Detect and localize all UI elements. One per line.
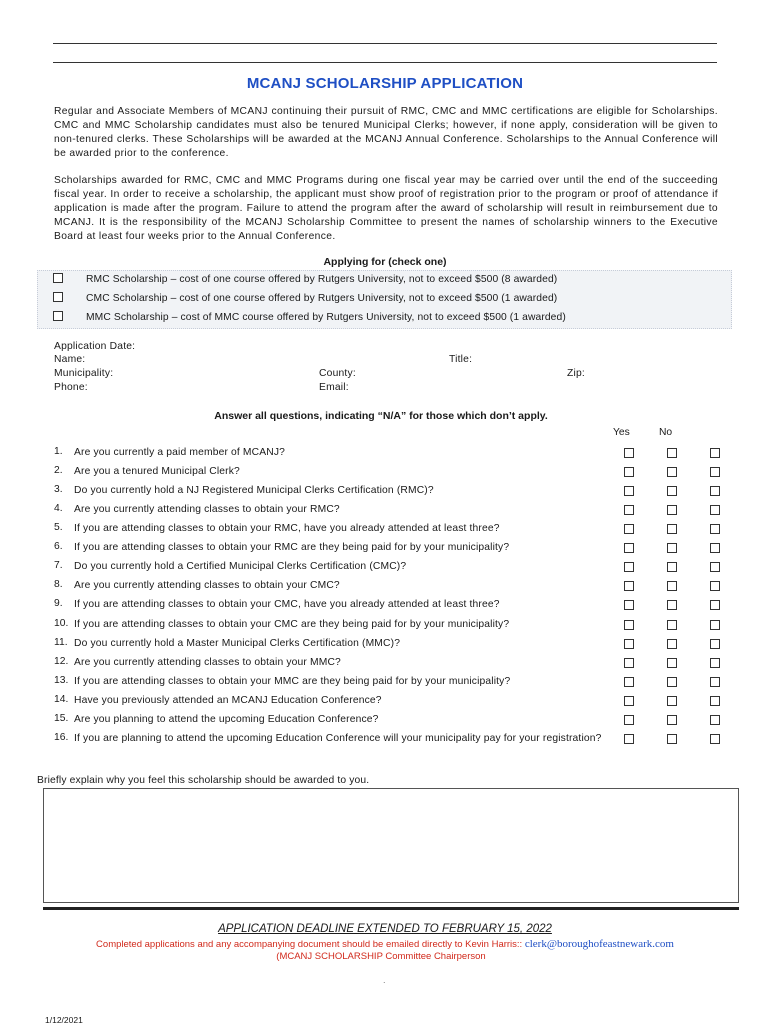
scholarship-options [37,270,732,329]
question-text: Are you currently attending classes to obtain your RMC? [74,504,340,515]
yes-checkbox[interactable] [624,639,634,649]
question-text: Do you currently hold a NJ Registered Municipal Clerks Certification (RMC)? [74,485,434,496]
na-checkbox[interactable] [710,562,720,572]
na-checkbox[interactable] [710,486,720,496]
na-checkbox[interactable] [710,677,720,687]
question-text: If you are attending classes to obtain your RMC are they being paid for by your municipality? [74,542,510,553]
yes-checkbox[interactable] [624,620,634,630]
submit-text: Completed applications and any accompanying document should be emailed directly to Kevin Harris:: [96,939,523,950]
deadline-notice: APPLICATION DEADLINE EXTENDED TO FEBRUARY 15, 2022 [218,923,552,935]
question-number: 8. [54,579,63,590]
yes-checkbox[interactable] [624,448,634,458]
top-rule-1 [53,43,717,44]
na-checkbox[interactable] [710,600,720,610]
yes-checkbox[interactable] [624,524,634,534]
email-label[interactable]: Email: [319,382,349,393]
question-number: 7. [54,560,63,571]
title-label[interactable]: Title: [449,354,473,365]
na-checkbox[interactable] [710,581,720,591]
na-checkbox[interactable] [710,696,720,706]
na-checkbox[interactable] [710,734,720,744]
na-checkbox[interactable] [710,524,720,534]
no-checkbox[interactable] [667,467,677,477]
no-checkbox[interactable] [667,543,677,553]
cmc-checkbox[interactable] [53,292,63,302]
no-column-header: No [659,427,673,438]
yes-checkbox[interactable] [624,543,634,553]
question-text: Are you currently a paid member of MCANJ? [74,447,286,458]
no-checkbox[interactable] [667,715,677,725]
mmc-checkbox[interactable] [53,311,63,321]
yes-checkbox[interactable] [624,600,634,610]
yes-column-header: Yes [613,427,630,438]
question-text: Are you a tenured Municipal Clerk? [74,466,240,477]
question-number: 16. [54,732,69,743]
option-cmc-label: CMC Scholarship – cost of one course offered by Rutgers University, not to exceed $500 (1 awarded) [86,293,558,304]
yes-checkbox[interactable] [624,505,634,515]
na-checkbox[interactable] [710,467,720,477]
question-text: If you are planning to attend the upcoming Education Conference will your municipality pay for your registration? [74,733,602,744]
zip-label[interactable]: Zip: [567,368,585,379]
name-label[interactable]: Name: [54,354,86,365]
carryover-text: Scholarships awarded for RMC, CMC and MMC Programs during one fiscal year may be carried over until the end of the succeeding fiscal year. In order to receive a scholarship, the applicant must show proof of registration prior to the program or proof of attendance if application is made after the program. Failure to attend the program after the award of scholarship will result in reimbursement due to MCANJ. It is the responsibility of the MCANJ Scholarship Committee to present the names of scholarship winners to the Executive Board at least four weeks prior to the Annual Conference. [54,175,718,242]
option-mmc [38,309,731,328]
question-number: 4. [54,503,63,514]
question-text: Do you currently hold a Master Municipal Clerks Certification (MMC)? [74,638,401,649]
yes-checkbox[interactable] [624,715,634,725]
question-number: 10. [54,618,69,629]
revision-date: 1/12/2021 [45,1015,83,1025]
submit-instructions [0,938,770,950]
contact-email-link[interactable]: clerk@boroughofeastnewark.com [524,938,674,950]
municipality-label[interactable]: Municipality: [54,368,114,379]
no-checkbox[interactable] [667,448,677,458]
applying-heading: Applying for (check one) [323,256,447,268]
no-checkbox[interactable] [667,658,677,668]
carryover-paragraph [54,174,718,244]
explain-textarea[interactable] [43,788,739,903]
top-rule-2 [53,62,717,63]
question-text: If you are attending classes to obtain your RMC, have you already attended at least three? [74,523,500,534]
question-text: If you are attending classes to obtain your CMC, have you already attended at least three? [74,599,500,610]
question-number: 1. [54,446,63,457]
question-number: 12. [54,656,69,667]
question-number: 5. [54,522,63,533]
eligibility-paragraph [54,105,718,161]
no-checkbox[interactable] [667,639,677,649]
question-text: If you are attending classes to obtain your CMC are they being paid for by your municipality? [74,619,510,630]
phone-label[interactable]: Phone: [54,382,88,393]
na-checkbox[interactable] [710,639,720,649]
no-checkbox[interactable] [667,734,677,744]
na-checkbox[interactable] [710,658,720,668]
no-checkbox[interactable] [667,600,677,610]
no-checkbox[interactable] [667,620,677,630]
na-checkbox[interactable] [710,715,720,725]
page-title: MCANJ SCHOLARSHIP APPLICATION [246,75,524,92]
no-checkbox[interactable] [667,505,677,515]
no-checkbox[interactable] [667,677,677,687]
question-text: If you are attending classes to obtain your MMC are they being paid for by your municipality? [74,676,511,687]
rmc-checkbox[interactable] [53,273,63,283]
yes-checkbox[interactable] [624,581,634,591]
eligibility-text: Regular and Associate Members of MCANJ continuing their pursuit of RMC, CMC and MMC certifications are eligible for Scholarships. CMC and MMC Scholarship candidates must also be tenured Municipal Clerks; however, if none apply, consideration will be given to non-tenured clerks. These Scholarships will be awarded at the MCANJ Annual Conference. Scholarships to the Annual Conference will be awarded prior to the conference. [54,106,718,159]
footer-dot: . [383,975,386,985]
footer-divider [43,907,739,910]
question-number: 13. [54,675,69,686]
yes-checkbox[interactable] [624,658,634,668]
option-mmc-label: MMC Scholarship – cost of MMC course offered by Rutgers University, not to exceed $500 (1 awarded) [86,312,566,323]
na-checkbox[interactable] [710,620,720,630]
no-checkbox[interactable] [667,486,677,496]
question-text: Are you currently attending classes to obtain your CMC? [74,580,340,591]
no-checkbox[interactable] [667,524,677,534]
yes-checkbox[interactable] [624,486,634,496]
yes-checkbox[interactable] [624,734,634,744]
yes-checkbox[interactable] [624,677,634,687]
question-number: 14. [54,694,69,705]
option-rmc-label: RMC Scholarship – cost of one course offered by Rutgers University, not to exceed $500 (8 awarded) [86,274,558,285]
question-text: Do you currently hold a Certified Municipal Clerks Certification (CMC)? [74,561,407,572]
application-date-label[interactable]: Application Date: [54,341,136,352]
option-rmc [38,271,731,290]
na-checkbox[interactable] [710,505,720,515]
questions-instruction: Answer all questions, indicating “N/A” for those which don’t apply. [214,410,548,422]
na-checkbox[interactable] [710,448,720,458]
question-text: Are you currently attending classes to obtain your MMC? [74,657,341,668]
no-checkbox[interactable] [667,581,677,591]
question-number: 15. [54,713,69,724]
question-text: Have you previously attended an MCANJ Education Conference? [74,695,382,706]
chairperson-note: (MCANJ SCHOLARSHIP Committee Chairperson [276,951,486,962]
option-cmc [38,290,731,309]
explain-label: Briefly explain why you feel this scholarship should be awarded to you. [37,775,370,786]
no-checkbox[interactable] [667,562,677,572]
na-checkbox[interactable] [710,543,720,553]
no-checkbox[interactable] [667,696,677,706]
yes-checkbox[interactable] [624,696,634,706]
yes-checkbox[interactable] [624,562,634,572]
yes-checkbox[interactable] [624,467,634,477]
question-number: 11. [54,637,68,648]
question-number: 3. [54,484,63,495]
question-number: 9. [54,598,63,609]
question-text: Are you planning to attend the upcoming Education Conference? [74,714,379,725]
county-label[interactable]: County: [319,368,356,379]
question-number: 6. [54,541,63,552]
question-number: 2. [54,465,63,476]
